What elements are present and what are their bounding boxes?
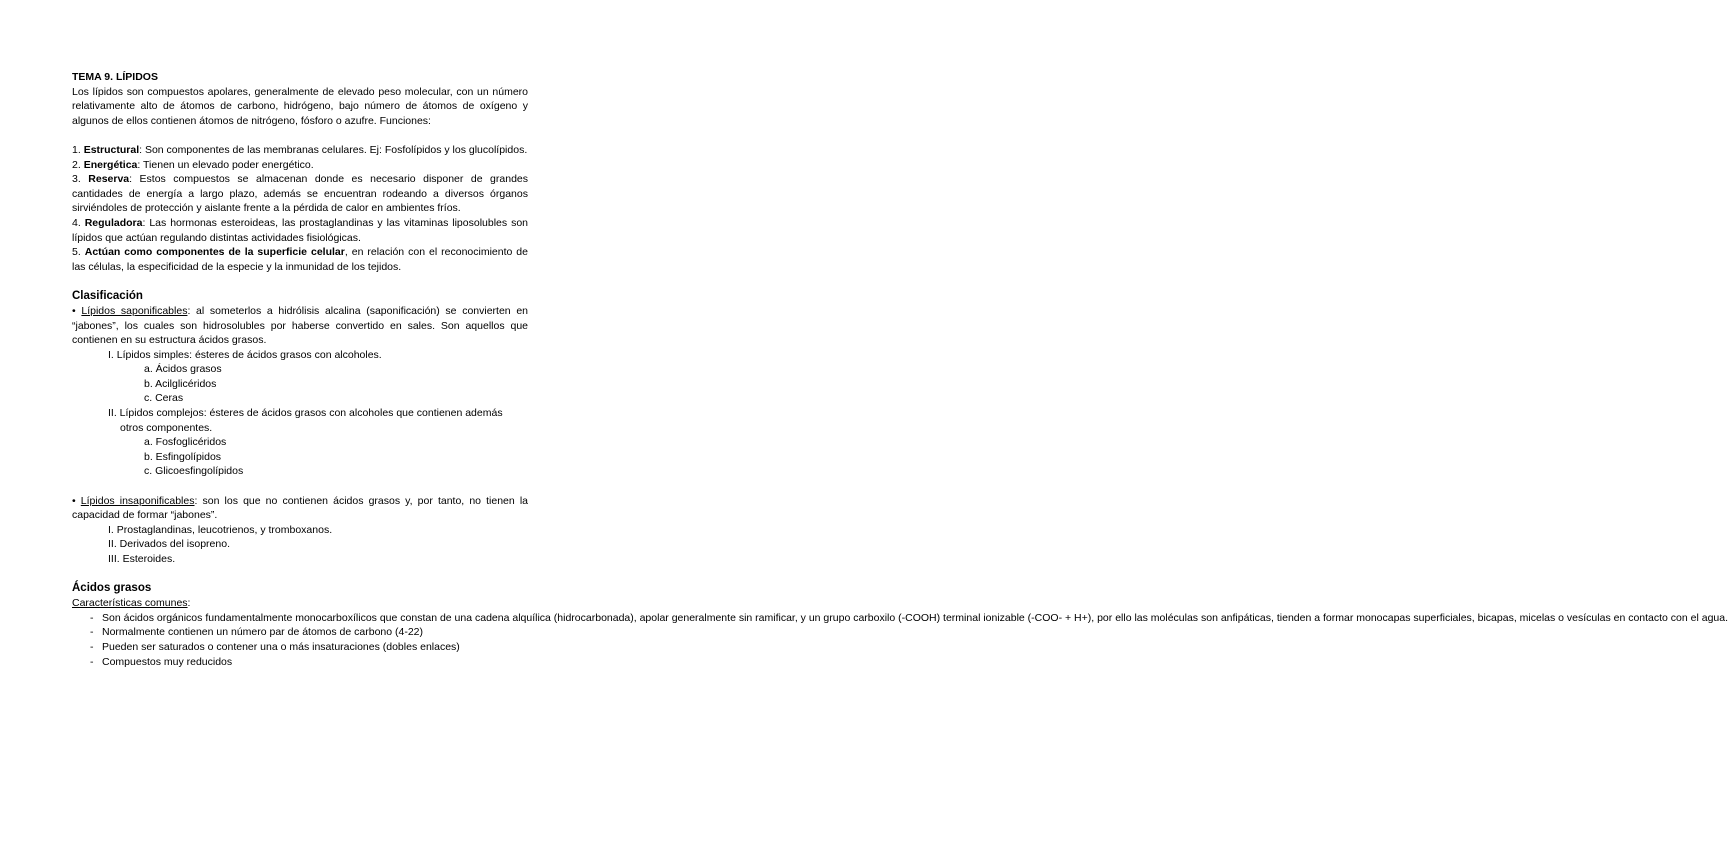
complejos-heading-cont: otros componentes. xyxy=(120,421,213,434)
saponificables-paragraph: • Lípidos saponificables: al someterlos a hidrólisis alcalina (saponificación) se convierten en “jabones”, los cuales son hidrosolubles por haberse convertido en sales. Son aquellos que contienen en su estructura ácidos grasos. xyxy=(72,304,528,347)
list-item: c. Glicoesfingolípidos xyxy=(144,465,244,478)
insaponificables-paragraph: • Lípidos insaponificables: son los que no contienen ácidos grasos y, por tanto, no tienen la capacidad de formar “jabones”. xyxy=(72,494,528,522)
list-item: a. Fosfoglicéridos xyxy=(144,436,227,449)
list-item: - Normalmente contienen un número par de átomos de carbono (4-22) xyxy=(90,626,424,639)
acidos-grasos-heading: Ácidos grasos xyxy=(72,582,152,595)
list-item: - Compuestos muy reducidos xyxy=(90,655,233,668)
function-term: Estructural xyxy=(83,143,140,156)
function-term: Reguladora xyxy=(84,216,143,229)
function-term: Reserva xyxy=(88,173,130,186)
document-page xyxy=(72,70,1728,669)
function-item: 4. Reguladora: Las hormonas esteroideas, las prostaglandinas y las vitaminas liposolubles son lípidos que actúan regulando distintas actividades fisiológicas. xyxy=(72,216,528,244)
list-item: c. Ceras xyxy=(144,392,184,405)
list-item: b. Esfingolípidos xyxy=(144,450,222,463)
function-item: 5. Actúan como componentes de la superficie celular, en relación con el reconocimiento de las células, la especificidad de la especie y la inmunidad de los tejidos. xyxy=(72,246,528,273)
list-item: b. Acilglicéridos xyxy=(144,377,217,390)
caracteristicas-subheading: Características comunes: xyxy=(72,597,191,610)
clasificacion-heading: Clasificación xyxy=(72,289,143,302)
intro-paragraph: Los lípidos son compuestos apolares, generalmente de elevado peso molecular, con un número relativamente alto de átomos de carbono, hidrógeno, bajo número de átomos de oxígeno y algunos de ellos contienen átomos de nitrógeno, fósforo o azufre. Funciones: xyxy=(72,85,528,127)
complejos-heading: II. Lípidos complejos: ésteres de ácidos grasos con alcoholes que contienen además xyxy=(108,407,503,420)
list-item: II. Derivados del isopreno. xyxy=(108,538,230,551)
list-item: - Son ácidos orgánicos fundamentalmente monocarboxílicos que constan de una cadena alquílica (hidrocarbonada), apolar generalmente sin ramificar, y un grupo carboxilo (-COOH) terminal ionizable (-COO- + H+), por ello las moléculas son anfipáticas, tienden a formar monocapas superficiales, bicapas, micelas o vesículas en contacto con el agua. xyxy=(90,611,1728,624)
functions-list xyxy=(72,143,528,274)
function-term: Energética xyxy=(83,158,138,171)
function-item: 1. Estructural: Son componentes de las membranas celulares. Ej: Fosfolípidos y los glucolípidos. xyxy=(72,143,528,156)
list-item: III. Esteroides. xyxy=(108,553,176,565)
list-item: I. Prostaglandinas, leucotrienos, y tromboxanos. xyxy=(108,523,333,536)
function-item: 2. Energética: Tienen un elevado poder energético. xyxy=(72,158,314,171)
page-title: TEMA 9. LÍPIDOS xyxy=(72,71,158,83)
function-term: Actúan como componentes de la superficie celular xyxy=(84,246,345,259)
function-item: 3. Reserva: Estos compuestos se almacenan donde es necesario disponer de grandes cantidades de energía a largo plazo, además se encuentran rodeando a diversos órganos sirviéndoles de protección y aislante frente a la pérdida de calor en ambientes fríos. xyxy=(72,173,528,215)
list-item: a. Ácidos grasos xyxy=(144,363,222,376)
simples-heading: I. Lípidos simples: ésteres de ácidos grasos con alcoholes. xyxy=(108,348,382,361)
list-item: - Pueden ser saturados o contener una o más insaturaciones (dobles enlaces) xyxy=(90,640,460,653)
